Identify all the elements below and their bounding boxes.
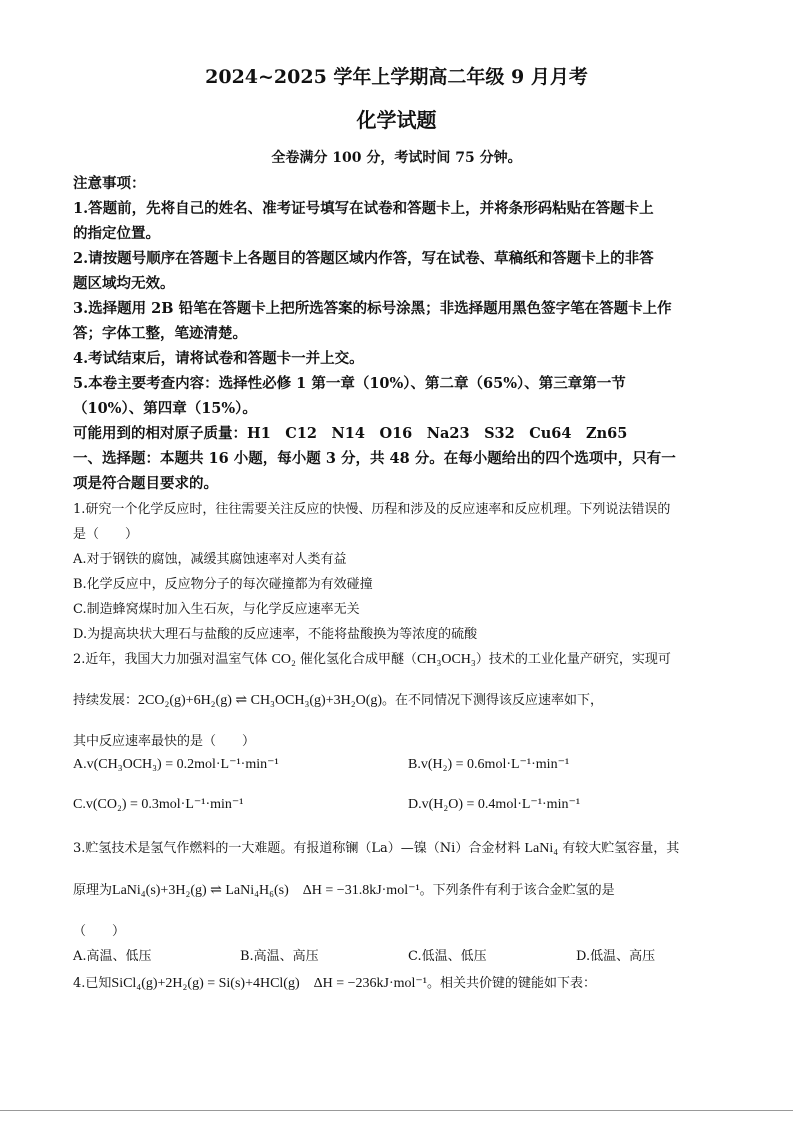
exam-title: 2024~2025 学年上学期高二年级 9 月月考 — [205, 66, 588, 88]
notice-line-7: 4.考试结束后，请将试卷和答题卡一并上交。 — [73, 350, 364, 367]
notice-line-1: 1.答题前，先将自己的姓名、准考证号填写在试卷和答题卡上，并将条形码粘贴在答题卡上 — [73, 200, 654, 217]
q2-stem-1-text-c: ）技术的工业化量产研究，实现可 — [475, 652, 671, 667]
q2-co2-formula: CO₂ — [271, 652, 296, 667]
q2-ether-formula: CH₃OCH₃ — [417, 652, 476, 667]
notice-line-6: 答；字体工整，笔迹清楚。 — [73, 325, 247, 342]
notice-line-8: 5.本卷主要考查内容：选择性必修 1 第一章（10%）、第二章（65%）、第三章第一节 — [73, 375, 626, 392]
atomic-mass-line: 可能用到的相对原子质量：H1 C12 N14 O16 Na23 S32 Cu64 Zn65 — [73, 425, 628, 442]
q1-stem-2: 是（ ） — [73, 527, 139, 542]
q2-option-b: B.v(H₂) = 0.6mol·L⁻¹·min⁻¹ — [408, 757, 570, 772]
q3-stem-2-text-b: 。下列条件有利于该合金贮氢的是 — [419, 883, 615, 898]
q4-stem-1 — [73, 972, 596, 992]
section-heading-1: 一、选择题：本题共 16 小题，每小题 3 分，共 48 分。在每小题给出的四个选项中，只有一 — [73, 450, 676, 467]
exam-subject: 化学试题 — [356, 108, 437, 132]
page-bottom-rule — [0, 1110, 793, 1111]
q2-equation: 2CO₂(g)+6H₂(g) ⇌ CH₃OCH₃(g)+3H₂O(g) — [138, 693, 383, 708]
q3-option-c: C.低温、低压 — [408, 949, 487, 964]
q4-equation: SiCl₄(g)+2H₂(g) = Si(s)+4HCl(g) ΔH = −236kJ·mol⁻¹ — [111, 976, 428, 991]
q1-option-a: A.对于钢铁的腐蚀，减缓其腐蚀速率对人类有益 — [73, 552, 347, 567]
q2-stem-2-text-a: 持续发展： — [73, 693, 139, 708]
notice-line-5: 3.选择题用 2B 铅笔在答题卡上把所选答案的标号涂黑；非选择题用黑色签字笔在答题卡上作 — [73, 300, 672, 317]
q3-alloy-formula: LaNi₄ — [524, 841, 559, 856]
q2-option-a: A.v(CH₃OCH₃) = 0.2mol·L⁻¹·min⁻¹ — [73, 757, 279, 772]
notice-line-3: 2.请按题号顺序在答题卡上各题目的答题区域内作答，写在试卷、草稿纸和答题卡上的非答 — [73, 250, 654, 267]
q3-stem-2 — [73, 879, 615, 899]
q4-stem-1-text-b: 。相关共价键的键能如下表： — [427, 976, 597, 991]
q3-stem-1 — [73, 837, 679, 857]
notice-heading: 注意事项： — [73, 175, 146, 192]
q1-option-b: B.化学反应中，反应物分子的每次碰撞都为有效碰撞 — [73, 577, 373, 592]
exam-info: 全卷满分 100 分，考试时间 75 分钟。 — [271, 150, 522, 166]
q3-option-d: D.低温、高压 — [576, 949, 656, 964]
notice-line-4: 题区域均无效。 — [73, 275, 175, 292]
q2-stem-1 — [73, 648, 671, 668]
notice-line-2: 的指定位置。 — [73, 225, 160, 242]
section-heading-2: 项是符合题目要求的。 — [73, 475, 218, 492]
q2-stem-1-text-a: 2.近年，我国大力加强对温室气体 — [73, 652, 272, 667]
q2-option-d: D.v(H₂O) = 0.4mol·L⁻¹·min⁻¹ — [408, 797, 581, 812]
q2-option-c: C.v(CO₂) = 0.3mol·L⁻¹·min⁻¹ — [73, 797, 244, 812]
notice-line-9: （10%）、第四章（15%）。 — [73, 400, 257, 417]
q3-stem-2-text-a: 原理为 — [73, 883, 113, 898]
q2-stem-2-text-b: 。在不同情况下测得该反应速率如下， — [382, 693, 604, 708]
q4-stem-1-text-a: 4.已知 — [73, 976, 112, 991]
q3-option-b: B.高温、高压 — [240, 949, 319, 964]
q2-stem-2 — [73, 689, 603, 709]
q2-stem-3: 其中反应速率最快的是（ ） — [73, 734, 256, 749]
q3-stem-1-text-a: 3.贮氢技术是氢气作燃料的一大难题。有报道称镧（La）—镍（Ni）合金材料 — [73, 841, 525, 856]
q1-stem-1: 1.研究一个化学反应时，往往需要关注反应的快慢、历程和涉及的反应速率和反应机理。下列说法错误的 — [73, 502, 671, 517]
q3-stem-3: （ ） — [73, 924, 126, 939]
q3-stem-1-text-b: 有较大贮氢容量，其 — [558, 841, 680, 856]
q2-stem-1-text-b: 催化氢化合成甲醚（ — [295, 652, 418, 667]
q3-equation: LaNi₄(s)+3H₂(g) ⇌ LaNi₄H₆(s) ΔH = −31.8kJ·mol⁻¹ — [112, 883, 420, 898]
q3-option-a: A.高温、低压 — [73, 949, 152, 964]
q1-option-d: D.为提高块状大理石与盐酸的反应速率，不能将盐酸换为等浓度的硫酸 — [73, 627, 478, 642]
q1-option-c: C.制造蜂窝煤时加入生石灰，与化学反应速率无关 — [73, 602, 360, 617]
